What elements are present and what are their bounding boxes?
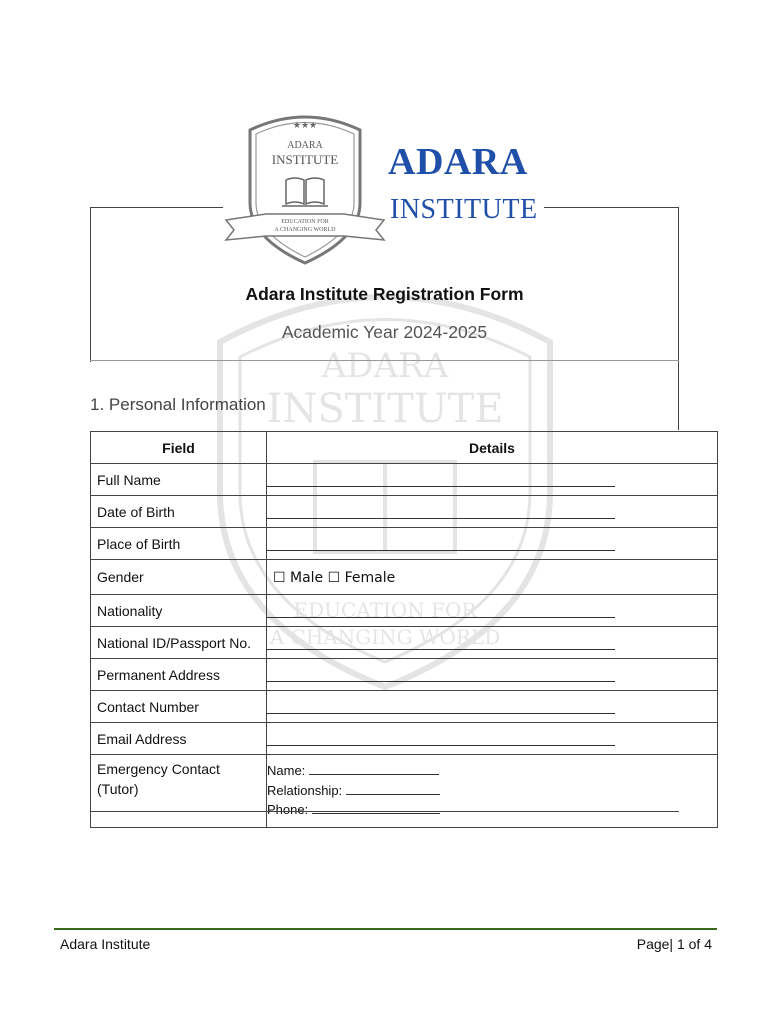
svg-text:EDUCATION FOR: EDUCATION FOR [281, 219, 329, 225]
page-value: 1 of 4 [676, 936, 712, 952]
permanent-address-input-line[interactable] [267, 659, 718, 691]
field-label: National ID/Passport No. [91, 627, 267, 659]
table-row [91, 691, 718, 723]
date-of-birth-input-line[interactable] [267, 496, 718, 528]
academic-year: Academic Year 2024-2025 [281, 322, 488, 342]
email-address-input-line[interactable] [267, 723, 718, 755]
table-row [91, 464, 718, 496]
nationality-input-line[interactable] [267, 595, 718, 627]
section-heading: 1. Personal Information [90, 395, 266, 414]
footer-rule [54, 928, 717, 930]
svg-text:★★★: ★★★ [292, 121, 318, 131]
field-label: Contact Number [91, 691, 267, 723]
table-row [91, 528, 718, 560]
brand-subtitle: INSTITUTE [390, 194, 538, 225]
institute-seal-logo [222, 108, 388, 268]
svg-text:INSTITUTE: INSTITUTE [271, 152, 339, 167]
frame-top-right-rule [544, 207, 678, 208]
emergency-relationship-label: Relationship: [267, 782, 343, 798]
field-label: Full Name [91, 464, 267, 496]
field-label: Email Address [91, 723, 267, 755]
brand-name: ADARA [388, 141, 528, 183]
svg-text:INSTITUTE: INSTITUTE [266, 386, 504, 432]
field-label: Emergency Contact (Tutor) [91, 755, 267, 828]
footer-page-number [637, 936, 712, 952]
svg-text:A CHANGING WORLD: A CHANGING WORLD [269, 625, 501, 649]
inner-frame-rule [90, 811, 679, 812]
form-title: Adara Institute Registration Form [245, 284, 524, 304]
gender-checkboxes[interactable]: ☐ Male ☐ Female [273, 569, 396, 586]
emergency-name-label: Name: [267, 763, 306, 778]
svg-text:EDUCATION FOR: EDUCATION FOR [293, 598, 477, 622]
frame-divider [90, 360, 679, 361]
svg-text:ADARA: ADARA [321, 346, 449, 386]
table-row [91, 627, 718, 659]
column-header-details: Details [267, 432, 718, 464]
table-header-row [91, 432, 718, 464]
field-label: Place of Birth [91, 528, 267, 560]
field-label: Date of Birth [91, 496, 267, 528]
footer-institute-name: Adara Institute [60, 936, 151, 952]
table-row [91, 723, 718, 755]
svg-text:ADARA: ADARA [287, 140, 323, 151]
frame-right-rule [678, 207, 679, 430]
gender-options[interactable] [267, 560, 718, 595]
svg-text:A CHANGING WORLD: A CHANGING WORLD [274, 227, 336, 233]
emergency-name-line[interactable] [267, 761, 711, 781]
emergency-contact-details [267, 755, 718, 828]
table-row [91, 496, 718, 528]
emergency-relationship-line[interactable] [267, 781, 711, 801]
place-of-birth-input-line[interactable] [267, 528, 718, 560]
national-id-input-line[interactable] [267, 627, 718, 659]
field-label: Permanent Address [91, 659, 267, 691]
table-row [91, 560, 718, 595]
emergency-phone-line[interactable] [267, 800, 711, 820]
contact-number-input-line[interactable] [267, 691, 718, 723]
column-header-field: Field [91, 432, 267, 464]
full-name-input-line[interactable] [267, 464, 718, 496]
table-row [91, 659, 718, 691]
frame-top-left-rule [90, 207, 223, 208]
personal-info-table [90, 431, 718, 828]
emergency-phone-label: Phone: [267, 802, 309, 817]
page-label: Page| [636, 936, 674, 952]
table-row [91, 755, 718, 828]
field-label: Gender [91, 560, 267, 595]
field-label: Nationality [91, 595, 267, 627]
table-row [91, 595, 718, 627]
